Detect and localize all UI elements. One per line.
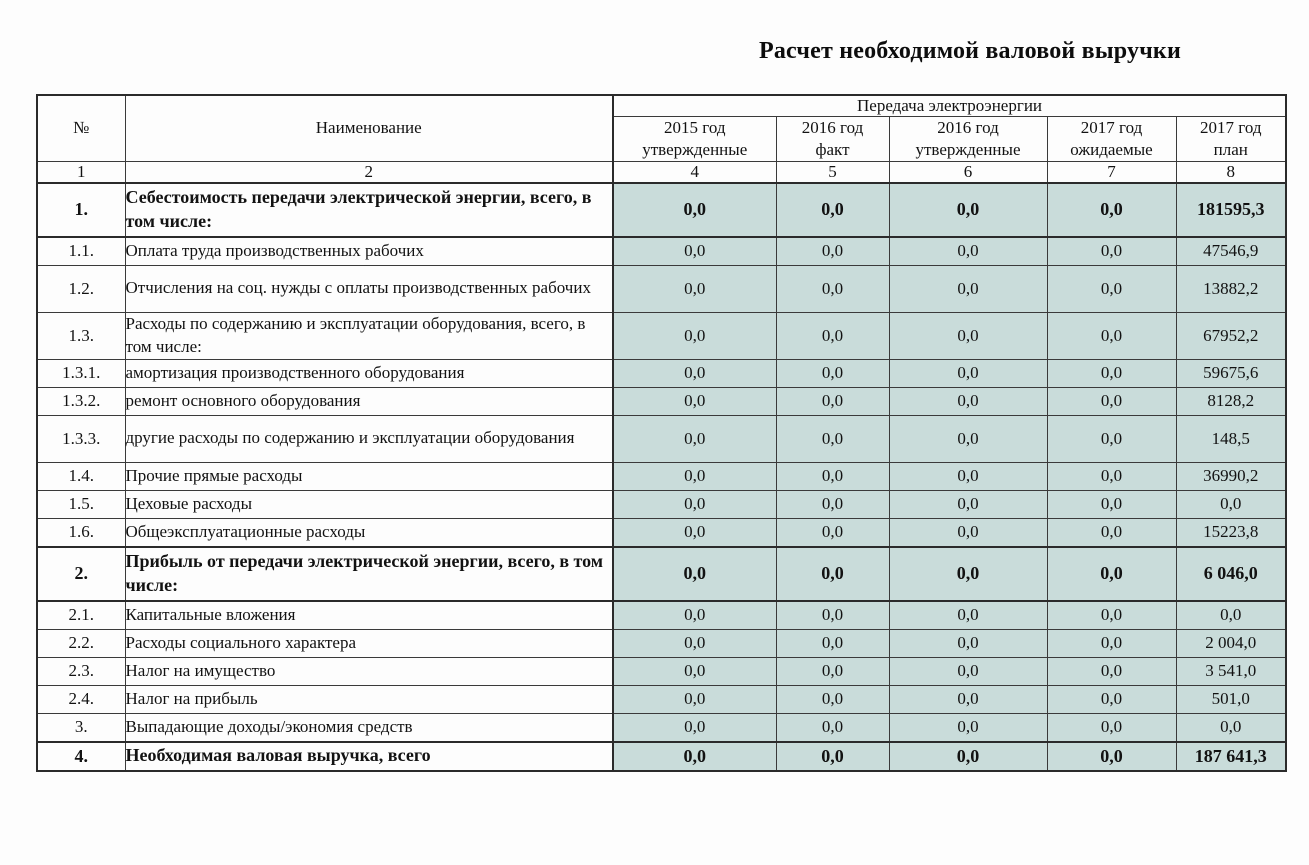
row-value-cell: 0,0 bbox=[889, 265, 1047, 312]
row-value-cell: 0,0 bbox=[776, 657, 889, 685]
row-value-cell: 0,0 bbox=[1047, 490, 1176, 518]
row-value-cell: 0,0 bbox=[1047, 265, 1176, 312]
row-name-cell: Отчисления на соц. нужды с оплаты производственных рабочих bbox=[125, 265, 613, 312]
row-value-cell: 0,0 bbox=[613, 265, 776, 312]
header-col-name: Наименование bbox=[125, 95, 613, 161]
header-year-2016-approved bbox=[889, 117, 1047, 162]
row-value-cell: 0,0 bbox=[613, 518, 776, 547]
table-row bbox=[37, 490, 1286, 518]
row-name-cell: Себестоимость передачи электрической энергии, всего, в том числе: bbox=[125, 183, 613, 237]
row-value-cell: 3 541,0 bbox=[1176, 657, 1286, 685]
row-value-cell: 0,0 bbox=[776, 387, 889, 415]
row-value-cell: 67952,2 bbox=[1176, 312, 1286, 359]
row-name-cell: ремонт основного оборудования bbox=[125, 387, 613, 415]
row-value-cell: 59675,6 bbox=[1176, 359, 1286, 387]
column-number-6: 6 bbox=[889, 161, 1047, 183]
row-value-cell: 0,0 bbox=[1047, 713, 1176, 742]
row-value-cell: 0,0 bbox=[613, 713, 776, 742]
table-row bbox=[37, 629, 1286, 657]
table-row bbox=[37, 518, 1286, 547]
table-row bbox=[37, 547, 1286, 601]
row-value-cell: 0,0 bbox=[1047, 415, 1176, 462]
row-value-cell: 6 046,0 bbox=[1176, 547, 1286, 601]
table-row bbox=[37, 183, 1286, 237]
row-value-cell: 0,0 bbox=[889, 415, 1047, 462]
row-number-cell: 2.3. bbox=[37, 657, 125, 685]
header-col-no: № bbox=[37, 95, 125, 161]
table-header bbox=[37, 95, 1286, 183]
row-value-cell: 0,0 bbox=[613, 312, 776, 359]
row-value-cell: 0,0 bbox=[613, 490, 776, 518]
table-row bbox=[37, 742, 1286, 771]
row-value-cell: 8128,2 bbox=[1176, 387, 1286, 415]
header-year-2015-approved bbox=[613, 117, 776, 162]
row-name-cell: Оплата труда производственных рабочих bbox=[125, 237, 613, 266]
row-value-cell: 0,0 bbox=[613, 183, 776, 237]
row-value-cell: 0,0 bbox=[1176, 601, 1286, 630]
row-value-cell: 0,0 bbox=[613, 629, 776, 657]
row-value-cell: 47546,9 bbox=[1176, 237, 1286, 266]
row-value-cell: 0,0 bbox=[776, 359, 889, 387]
row-value-cell: 0,0 bbox=[889, 657, 1047, 685]
row-value-cell: 0,0 bbox=[776, 265, 889, 312]
column-number-7: 7 bbox=[1047, 161, 1176, 183]
row-number-cell: 1.1. bbox=[37, 237, 125, 266]
row-value-cell: 0,0 bbox=[889, 237, 1047, 266]
table-body bbox=[37, 183, 1286, 771]
row-value-cell: 501,0 bbox=[1176, 685, 1286, 713]
row-number-cell: 1. bbox=[37, 183, 125, 237]
row-number-cell: 3. bbox=[37, 713, 125, 742]
header-year-2017-plan-line2: план bbox=[1213, 139, 1248, 159]
row-value-cell: 0,0 bbox=[1047, 685, 1176, 713]
row-number-cell: 1.4. bbox=[37, 462, 125, 490]
header-row-top bbox=[37, 95, 1286, 117]
row-number-cell: 1.3. bbox=[37, 312, 125, 359]
row-value-cell: 187 641,3 bbox=[1176, 742, 1286, 771]
row-name-cell: другие расходы по содержанию и эксплуатации оборудования bbox=[125, 415, 613, 462]
table-row bbox=[37, 265, 1286, 312]
header-year-2017-plan bbox=[1176, 117, 1286, 162]
row-name-cell: Прибыль от передачи электрической энергии, всего, в том числе: bbox=[125, 547, 613, 601]
gross-revenue-table bbox=[36, 94, 1287, 772]
row-value-cell: 0,0 bbox=[776, 183, 889, 237]
row-value-cell: 0,0 bbox=[613, 657, 776, 685]
table-row bbox=[37, 359, 1286, 387]
column-number-5: 5 bbox=[776, 161, 889, 183]
row-value-cell: 2 004,0 bbox=[1176, 629, 1286, 657]
row-value-cell: 0,0 bbox=[1047, 312, 1176, 359]
row-value-cell: 0,0 bbox=[613, 547, 776, 601]
row-value-cell: 0,0 bbox=[889, 685, 1047, 713]
header-year-2016-actual-line1: 2016 год bbox=[801, 118, 864, 137]
row-name-cell: Цеховые расходы bbox=[125, 490, 613, 518]
row-value-cell: 0,0 bbox=[1047, 629, 1176, 657]
row-value-cell: 0,0 bbox=[1047, 359, 1176, 387]
row-name-cell: Капитальные вложения bbox=[125, 601, 613, 630]
row-value-cell: 0,0 bbox=[889, 183, 1047, 237]
row-value-cell: 0,0 bbox=[889, 713, 1047, 742]
row-number-cell: 2.2. bbox=[37, 629, 125, 657]
row-value-cell: 0,0 bbox=[776, 713, 889, 742]
row-value-cell: 0,0 bbox=[889, 601, 1047, 630]
row-number-cell: 2. bbox=[37, 547, 125, 601]
row-value-cell: 0,0 bbox=[1047, 237, 1176, 266]
row-value-cell: 0,0 bbox=[1047, 742, 1176, 771]
header-year-2017-plan-line1: 2017 год bbox=[1200, 118, 1262, 137]
row-value-cell: 0,0 bbox=[613, 742, 776, 771]
row-name-cell: Общеэксплуатационные расходы bbox=[125, 518, 613, 547]
header-year-2017-expected-line1: 2017 год bbox=[1080, 118, 1143, 137]
row-value-cell: 0,0 bbox=[889, 518, 1047, 547]
row-value-cell: 0,0 bbox=[776, 237, 889, 266]
row-number-cell: 2.1. bbox=[37, 601, 125, 630]
row-name-cell: Прочие прямые расходы bbox=[125, 462, 613, 490]
header-year-2017-expected bbox=[1047, 117, 1176, 162]
row-value-cell: 0,0 bbox=[613, 415, 776, 462]
row-value-cell: 0,0 bbox=[776, 415, 889, 462]
row-value-cell: 0,0 bbox=[1047, 657, 1176, 685]
row-number-cell: 1.3.1. bbox=[37, 359, 125, 387]
table-row bbox=[37, 312, 1286, 359]
row-name-cell: Налог на имущество bbox=[125, 657, 613, 685]
row-value-cell: 0,0 bbox=[613, 601, 776, 630]
row-name-cell: Расходы социального характера bbox=[125, 629, 613, 657]
row-name-cell: Необходимая валовая выручка, всего bbox=[125, 742, 613, 771]
row-value-cell: 15223,8 bbox=[1176, 518, 1286, 547]
column-number-4: 4 bbox=[613, 161, 776, 183]
row-value-cell: 0,0 bbox=[1047, 462, 1176, 490]
row-value-cell: 0,0 bbox=[1176, 490, 1286, 518]
row-value-cell: 0,0 bbox=[889, 387, 1047, 415]
table-row bbox=[37, 462, 1286, 490]
table-row bbox=[37, 415, 1286, 462]
row-number-cell: 1.3.3. bbox=[37, 415, 125, 462]
table-row bbox=[37, 657, 1286, 685]
row-value-cell: 13882,2 bbox=[1176, 265, 1286, 312]
table-row bbox=[37, 685, 1286, 713]
header-year-2016-actual bbox=[776, 117, 889, 162]
column-number-8: 8 bbox=[1176, 161, 1286, 183]
row-value-cell: 0,0 bbox=[776, 462, 889, 490]
row-value-cell: 0,0 bbox=[1047, 387, 1176, 415]
row-value-cell: 181595,3 bbox=[1176, 183, 1286, 237]
header-year-2016-approved-line1: 2016 год bbox=[937, 118, 999, 137]
row-name-cell: амортизация производственного оборудования bbox=[125, 359, 613, 387]
row-value-cell: 0,0 bbox=[613, 359, 776, 387]
row-value-cell: 0,0 bbox=[889, 547, 1047, 601]
row-value-cell: 0,0 bbox=[889, 312, 1047, 359]
row-value-cell: 148,5 bbox=[1176, 415, 1286, 462]
row-value-cell: 0,0 bbox=[776, 518, 889, 547]
row-number-cell: 1.3.2. bbox=[37, 387, 125, 415]
row-value-cell: 0,0 bbox=[1047, 518, 1176, 547]
row-value-cell: 0,0 bbox=[613, 387, 776, 415]
row-value-cell: 0,0 bbox=[776, 490, 889, 518]
row-number-cell: 1.5. bbox=[37, 490, 125, 518]
row-value-cell: 0,0 bbox=[1047, 183, 1176, 237]
row-value-cell: 0,0 bbox=[889, 742, 1047, 771]
header-year-2015-approved-line1: 2015 год bbox=[664, 118, 726, 137]
table-row bbox=[37, 713, 1286, 742]
row-value-cell: 0,0 bbox=[776, 547, 889, 601]
column-number-2: 2 bbox=[125, 161, 613, 183]
row-value-cell: 0,0 bbox=[776, 685, 889, 713]
column-number-row bbox=[37, 161, 1286, 183]
row-value-cell: 0,0 bbox=[776, 742, 889, 771]
row-value-cell: 0,0 bbox=[889, 490, 1047, 518]
row-value-cell: 0,0 bbox=[776, 601, 889, 630]
header-year-2016-actual-line2: факт bbox=[815, 139, 850, 159]
row-value-cell: 0,0 bbox=[613, 685, 776, 713]
row-number-cell: 1.6. bbox=[37, 518, 125, 547]
row-value-cell: 0,0 bbox=[776, 312, 889, 359]
page-title: Расчет необходимой валовой выручки bbox=[759, 38, 1181, 64]
row-number-cell: 1.2. bbox=[37, 265, 125, 312]
table-row bbox=[37, 387, 1286, 415]
row-number-cell: 4. bbox=[37, 742, 125, 771]
header-year-2016-approved-line2: утвержденные bbox=[915, 139, 1021, 159]
row-value-cell: 36990,2 bbox=[1176, 462, 1286, 490]
header-year-2017-expected-line2: ожидаемые bbox=[1070, 139, 1153, 159]
column-number-1: 1 bbox=[37, 161, 125, 183]
row-value-cell: 0,0 bbox=[776, 629, 889, 657]
row-value-cell: 0,0 bbox=[1047, 601, 1176, 630]
table-row bbox=[37, 601, 1286, 630]
row-value-cell: 0,0 bbox=[613, 462, 776, 490]
header-group-transmission: Передача электроэнергии bbox=[613, 95, 1286, 117]
row-value-cell: 0,0 bbox=[1176, 713, 1286, 742]
row-name-cell: Расходы по содержанию и эксплуатации оборудования, всего, в том числе: bbox=[125, 312, 613, 359]
header-year-2015-approved-line2: утвержденные bbox=[642, 139, 748, 159]
row-name-cell: Налог на прибыль bbox=[125, 685, 613, 713]
row-value-cell: 0,0 bbox=[889, 629, 1047, 657]
row-value-cell: 0,0 bbox=[889, 462, 1047, 490]
row-value-cell: 0,0 bbox=[1047, 547, 1176, 601]
row-number-cell: 2.4. bbox=[37, 685, 125, 713]
row-value-cell: 0,0 bbox=[613, 237, 776, 266]
row-value-cell: 0,0 bbox=[889, 359, 1047, 387]
row-name-cell: Выпадающие доходы/экономия средств bbox=[125, 713, 613, 742]
table-row bbox=[37, 237, 1286, 266]
